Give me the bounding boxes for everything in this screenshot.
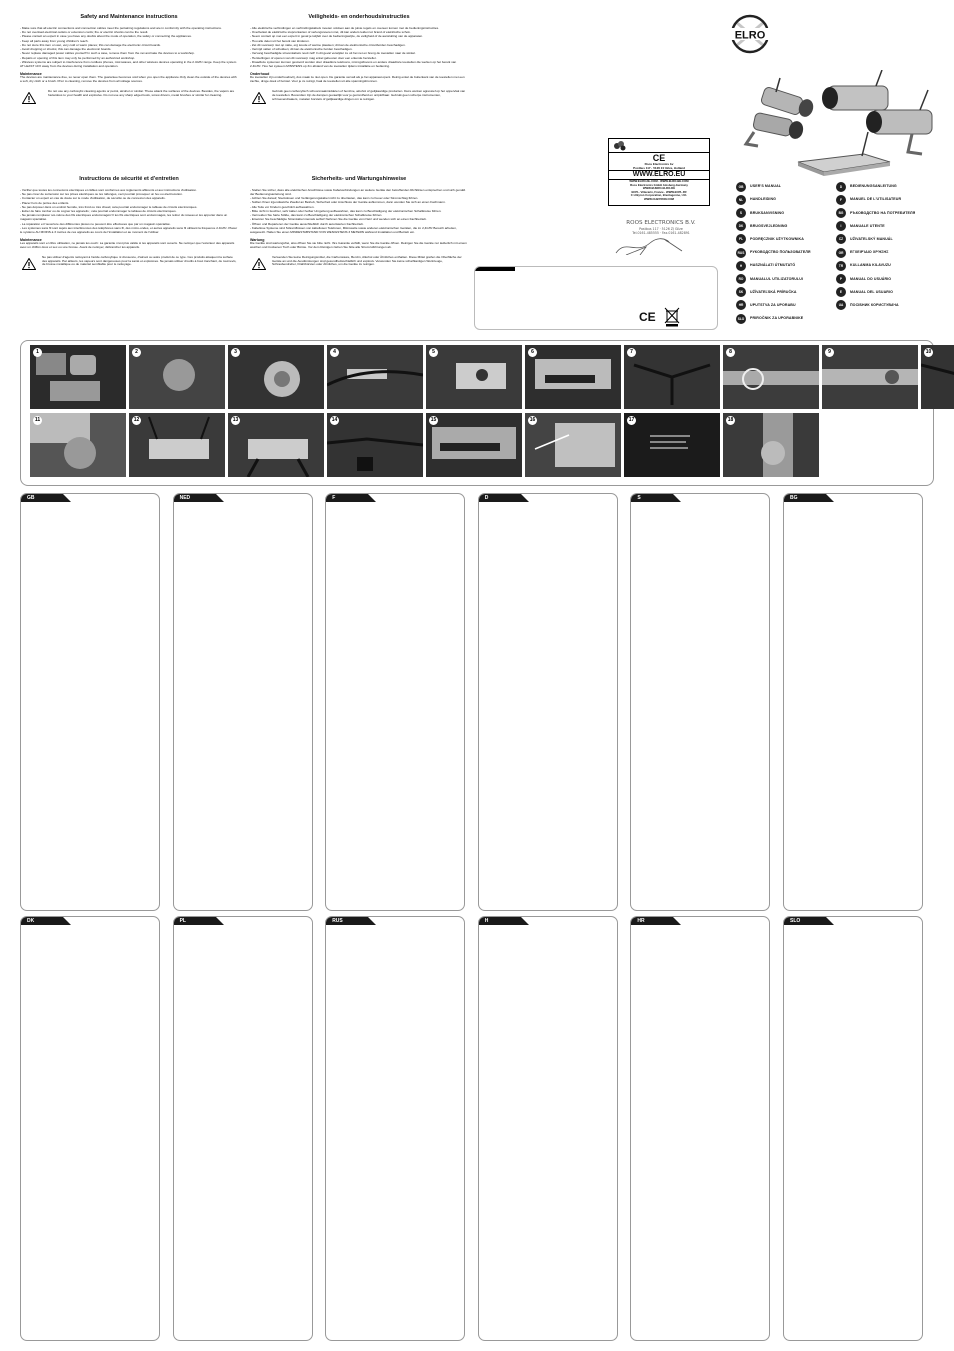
language-entry — [736, 274, 803, 283]
language-code: UA — [836, 300, 846, 310]
language-name: HANDLEIDING — [750, 197, 777, 202]
step-image — [426, 413, 522, 477]
warning-row-en — [20, 90, 238, 104]
step-photo — [723, 413, 819, 477]
manual-panel — [783, 916, 923, 1341]
safety-item: - Wireless systems are subject to interference from cordless phones, microwaves, and other wireless devices operating in the 2.4GHz range. Keep the system AT LEAST 10 ft away from the devices during installation and operation. — [20, 59, 237, 68]
safety-item: - Vermeiden Sie harte Stöße, das kann zu Beschädigung der elektronischen Schaltkreise führen. — [250, 213, 383, 218]
language-name: PODRĘCZNIK UŻYTKOWNIKA — [750, 237, 804, 242]
panel-language-tab: H — [479, 917, 521, 925]
language-code: H — [736, 261, 746, 271]
safety-item: - Herstellingen of openen van dit voorwerp mag enkel gebeuren door een erkende hersteller. — [250, 55, 377, 60]
step-number: 11 — [34, 417, 41, 424]
camera-image — [760, 78, 815, 119]
safety-title-nl: Veiligheids- en onderhoudsinstructies — [308, 14, 410, 20]
step-photo — [129, 413, 225, 477]
safety-item: - Hou alle delen uit het bereik van kinderen. — [250, 38, 310, 43]
step-image — [129, 413, 225, 477]
warning-triangle-icon — [22, 258, 36, 270]
safety-item: - Ne pas créer de surtension sur les prises électriques ou les rallonges, ceci pourrait provoquer un feu ou électrocution. — [20, 192, 183, 197]
safety-item: - Neem contact op met een expert in geval je twijfelt over de bedieningswijze, de veiligheid of de aansluiting van de apparaten. — [250, 34, 424, 39]
safety-item: - Bitte nicht in feuchter, sehr kalter oder heißer Umgebung aufbewahren, das kann zu Beschädigung der elektronischen Schaltkreise führen. — [250, 208, 442, 213]
language-name: UŽÍVATEĽSKÁ PRÍRUČKA — [750, 289, 797, 294]
language-entry — [736, 248, 811, 257]
website: WWW.ELRO.EU — [609, 170, 709, 180]
step-photo — [723, 345, 819, 409]
step-number: 17 — [628, 417, 635, 424]
language-code: GB — [736, 182, 746, 192]
safety-item: - Öffnen und Reparieren der Geräte ausschließlich durch autorisierten Fachbetrieb. — [250, 221, 364, 226]
logo-wordmark: ELRO — [734, 29, 766, 42]
roos-line-2: Tel.0161-485555 · Fax.0161-482891 — [632, 230, 690, 235]
language-entry — [836, 261, 891, 270]
step-image — [426, 345, 522, 409]
safety-item: - Vermijd vallen of schokken; dit kan de elektronische borden beschadigen. — [250, 47, 353, 52]
language-name: ΕΓΧΕΙΡΊΔΙΟ ΧΡΉΣΗΣ — [850, 250, 889, 255]
step-image — [30, 413, 126, 477]
manual-panel — [173, 493, 313, 911]
panel-language-tab: S — [631, 494, 673, 502]
manual-panel — [325, 916, 465, 1341]
weee-bin-icon — [664, 307, 680, 327]
language-name: BRUKSANVISNING — [750, 210, 785, 215]
language-entry — [836, 195, 901, 204]
step-number: 5 — [429, 348, 438, 357]
warning-row-de — [250, 256, 468, 270]
safety-item: - Stellen Sie sicher, dass alle elektrischen Anschlüsse sowie Kabelverbindungen an weitere Geräte den betreffenden Richtlinien entsprechen und sich gemäß der Bedienungsanleitung sind. — [250, 187, 466, 196]
website-urls: WWW.ELRO-NL.COM · WWW.ELRO-BE.COM — [629, 179, 689, 184]
safety-item: - Sollten Ihnen irgendwelche Zweifel an Betrieb, Sicherheit oder Anschluss der Geräte aufkommen, dann wenden Sie sich an einen Fachmann. — [250, 200, 446, 205]
language-code: PL — [736, 234, 746, 244]
ce-mark-icon: CE — [639, 309, 656, 324]
language-code: RO — [736, 274, 746, 284]
ce-mark: CE — [652, 153, 666, 163]
language-name: USER'S MANUAL — [750, 184, 782, 189]
language-entry — [836, 288, 893, 297]
step-number: 15 — [430, 417, 437, 424]
step-photo — [327, 413, 423, 477]
safety-item: - Vérifier que toutes les connexions électriques et câbles sont conformes aux règlements afférents et aux instructions d'utilisation. — [20, 187, 197, 192]
safety-item: - Achten Sie darauf, Steckdosen und Verlängerungskabel nicht zu überlasten, das kann zu Feuer oder Stromschlag führen. — [250, 196, 419, 201]
safety-list-de — [250, 189, 468, 235]
signature-image — [606, 235, 716, 255]
language-name: UPUTSTVA ZA UPORABU — [750, 303, 796, 308]
step-image — [822, 345, 918, 409]
safety-item: - Ersetzen Sie beschädigte Stromkabel niemals selbst! Nehmen Sie die Geräte vom Netz und wenden sich an einen Fachbetrieb. — [250, 217, 427, 222]
panel-language-tab: DK — [21, 917, 63, 925]
safety-instructions-nl — [250, 14, 468, 104]
language-code: D — [836, 182, 846, 192]
language-code: BG — [836, 208, 846, 218]
safety-item: - Overbelast de elektrische stopcontacten of verlengsnoeren niet, dit kan anders leiden tot brand of elektrische schok. — [250, 30, 411, 35]
compliance-box — [474, 266, 718, 330]
step-number: 2 — [132, 348, 141, 357]
language-name: HASZNÁLATI ÚTMUTATÓ — [750, 263, 796, 268]
camera-image — [822, 70, 888, 110]
company-name: Roos Electronics bv — [644, 162, 674, 166]
warning-text-nl: Gebruik geen carboxylisch schoonmaakmiddelen of benzine, alcohol of gelijkaardige producten. Deze werken agressief op het oppervlak van de toestellen. Bovendien zijn de dampen gevaarlijk voor je gezondheid en ontplofbaar. Gebruik geen scherpe instrumenten, schroevendraaiers, metalen borstels of gelijkaardige dingen om te reinigen. — [272, 88, 466, 101]
language-entry — [836, 222, 885, 231]
warning-text-de: Verwenden Sie keine Reinigungsmittel, die Carbonsäure, Benzin, Alkohol oder Ähnliches enthalten. Diese Mittel greifen die Oberfläche der Geräte an und die Ausdünstungen sind gesundheitsschädlich und explosiv. Verwenden Sie keine scharfkantigen Werkzeuge, Schraubendreher, Drahtbürsten oder Ähnliches, um die Geräte zu reinigen. — [272, 254, 462, 267]
step-photo — [921, 345, 954, 409]
step-photo — [228, 413, 324, 477]
roos-line-1: Postbus 117 · 5126 ZJ Gilze — [639, 226, 683, 231]
installation-steps — [20, 340, 934, 486]
language-code: E — [836, 287, 846, 297]
language-entry — [836, 301, 899, 310]
step-image — [327, 413, 423, 477]
manual-panel — [20, 916, 160, 1341]
de-url: WWW.BUERO-ELRO-DE — [642, 186, 676, 191]
safety-item: - Draadloze systemen kunnen gestoord worden door draadloze telefoons, microgolfovens en andere draadloze toestellen die werken op het bereik van 2.4GHz. Hou het systeem MINSTENS op 3m afstand van de toestellen tijdens installatie en bediening. — [250, 59, 457, 68]
warning-row-fr — [20, 256, 238, 270]
us-url: WWW.CHBYRON.COM — [644, 196, 674, 201]
safety-item: - Les systèmes sans fil sont sujets aux interférences des téléphones sans fil, des micro-ondes, et autres appareils sans fil utilisant la fréquence 2.4GHz. Placer le système AU MOINS à 3 mètres de ces appareils au cours de l'installation et au moment de l'utiliser. — [20, 225, 238, 234]
step-image — [624, 413, 720, 477]
step-photo — [525, 345, 621, 409]
safety-item: - Ne pas déposer dans un endroit humide, très froid ou très chaud, cela pourrait endommager le tableau de circuits électroniques. — [20, 204, 198, 209]
language-code: GR — [836, 248, 846, 258]
language-name: РЪКОВОДСТВО НА ПОТРЕБИТЕЛЯ — [850, 210, 916, 215]
card-header — [609, 139, 709, 153]
language-entry — [736, 208, 784, 217]
step-number: 4 — [330, 348, 339, 357]
safety-list-en — [20, 27, 238, 69]
roos-stamp — [606, 220, 716, 256]
step-number: 14 — [331, 417, 338, 424]
address-card — [608, 138, 710, 206]
safety-title-de: Sicherheits- und Wartungshinweise — [311, 176, 407, 182]
safety-item: - Please contact an expert in case you have any doubts about the mode of operation, the safety or connecting the appliances. — [20, 34, 192, 39]
step-image — [723, 345, 819, 409]
safety-list-fr — [20, 189, 238, 235]
safety-item: - Ne jamais remplacer soi-même des fils électriques endommagés! Il les fils électriques sont endommagés, les retirer du réseau et les apporter dans un magasin spécialisé. — [20, 213, 228, 222]
step-number: 18 — [727, 417, 734, 424]
language-entry — [836, 248, 888, 257]
step-photo — [129, 345, 225, 409]
language-code: RUS — [736, 248, 746, 258]
language-code: I — [836, 221, 846, 231]
step-number: 6 — [528, 348, 537, 357]
language-name: MANUAL DO USUÁRIO — [850, 276, 892, 281]
panel-language-tab: HR — [631, 917, 673, 925]
safety-title-en: Safety and Maintenance instructions — [80, 14, 178, 20]
panel-language-tab: SLO — [784, 917, 826, 925]
manual-panel — [478, 493, 618, 911]
panel-language-tab: RUS — [326, 917, 368, 925]
roos-name: ROOS ELECTRONICS B.V. — [626, 220, 696, 226]
safety-item: - Do not store this item on wet, very cold or warm places; this can damage the electronic circuit boards. — [20, 42, 161, 47]
company-address: Postbus 117 · 5126 ZJ Gilze, Holland — [633, 165, 685, 170]
manual-panel — [783, 493, 923, 911]
manual-panel — [478, 916, 618, 1341]
language-entry — [736, 235, 804, 244]
step-number: 1 — [33, 348, 42, 357]
flower-logo-icon — [613, 141, 627, 151]
step-image — [129, 345, 225, 409]
step-number: 8 — [726, 348, 735, 357]
warning-text-en: Do not use any carboxylic cleaning agents or petrol, alcohol or similar. These attack the surfaces of the devices. Besides, the vapors are hazardous to your health and explosive. Do not use any sharp edged tools, screw drivers, metal brushes or similar for cleaning. — [48, 88, 235, 97]
language-entry — [836, 235, 893, 244]
maintenance-title-de: Wartung — [250, 237, 265, 242]
language-code: DK — [736, 221, 746, 231]
step-number: 9 — [825, 348, 834, 357]
safety-item: - Placer hors de portée des enfants. — [20, 200, 70, 205]
step-photo — [30, 413, 126, 477]
safety-item: - Make sure that all electric connections and connection cables meet the pertaining regulations and are in conformity with the operating instructions. — [20, 25, 222, 30]
panel-language-tab: NED — [174, 494, 216, 502]
language-name: MANUEL DE L'UTILISATEUR — [850, 197, 902, 202]
warning-row-nl — [250, 90, 468, 104]
step-photo — [822, 345, 918, 409]
language-code: P — [836, 274, 846, 284]
step-number: 13 — [232, 417, 239, 424]
step-image — [723, 413, 819, 477]
camera-image — [746, 112, 805, 146]
language-entry — [736, 288, 797, 297]
step-image — [525, 413, 621, 477]
safety-item: - La réparation et l'ouverture des différentes pièces ne peuvent être effectuées que par un magasin spécialisé. — [20, 221, 171, 226]
safety-item: - Alle elektrische verbindingen en verbindingskabels moeten voldoen aan de juiste regels en overeen komen met de bedieningsinstructies. — [250, 25, 440, 30]
step-image — [228, 413, 324, 477]
step-image — [624, 345, 720, 409]
fr-address: ECPL. Villecarin, France · WWW.ECPL.FR — [631, 189, 687, 194]
step-photo — [30, 345, 126, 409]
language-code: F — [836, 195, 846, 205]
safety-item: - Kabellose Systeme sind Störeinflüssen von kabellosen Telefonen, Mikrowelle sowie anderen elektronischen Geräten, die im 2,4GHz Bereich arbeiten, ausgesetzt. Halten Sie einen MINDESTABSTAND VON WENIGSTENS 3 METERN während Installation und Betrieb ein. — [250, 225, 457, 234]
safety-instructions-de — [250, 176, 468, 270]
language-entry — [736, 314, 803, 323]
safety-item: - Repairs or opening of this item may only be performed by an authorized workshop. — [20, 55, 136, 60]
language-code: S — [736, 208, 746, 218]
safety-item: - Contacter un expert en cas de doute sur le mode d'utilisation, de sécurité ou de connexion des appareils. — [20, 196, 166, 201]
warning-triangle-icon — [252, 92, 266, 104]
language-code: SK — [736, 287, 746, 297]
panel-language-tab: PL — [174, 917, 216, 925]
language-entry — [836, 274, 891, 283]
step-photo — [426, 413, 522, 477]
step-photo — [228, 345, 324, 409]
safety-item: - Eviter de faire tomber ou de cogner les appareils ; cela pourrait endommager le tableau de circuits électroniques. — [20, 209, 177, 214]
language-entry — [836, 208, 915, 217]
language-entry — [836, 182, 897, 191]
language-entry — [736, 182, 781, 191]
language-code: CZ — [836, 234, 846, 244]
language-entry — [736, 222, 787, 231]
language-code: TR — [836, 261, 846, 271]
step-number: 16 — [529, 417, 536, 424]
maintenance-body-en: The devices are maintenance-free, so never open them. The guarantee becomes void when you open the appliance.Only clean the outside of the devices with a soft, dry cloth or a brush. Prior to cleaning, remove the devices from all voltage sources. — [20, 75, 237, 84]
panel-language-tab: GB — [21, 494, 63, 502]
black-bar — [475, 267, 515, 271]
language-code: HR — [736, 300, 746, 310]
manual-panel — [173, 916, 313, 1341]
safety-item: - Never replace damaged power cables yourself! In such a case, remove them from the net and take the devices to a workshop. — [20, 51, 195, 56]
language-name: BRUGSVEJLEDNING — [750, 223, 788, 228]
language-name: ПОСІБНИК КОРИСТУВАЧА — [850, 303, 899, 308]
step-photo — [426, 345, 522, 409]
panel-language-tab: F — [326, 494, 368, 502]
warning-triangle-icon — [252, 258, 266, 270]
step-photo — [624, 413, 720, 477]
safety-list-nl — [250, 27, 468, 69]
panel-language-tab: D — [479, 494, 521, 502]
maintenance-body-fr: Les appareils sont en libre utilisation, ne jamais les ouvrir. La garantie n'est plus valide si les appareils sont ouverts. Ne nettoyer que l'extérieur des appareils avec un chiffon doux et sec ou une brosse. Avant de nettoyer, débrancher les appareils. — [20, 241, 235, 249]
language-name: BEDIENUNGSANLEITUNG — [850, 184, 897, 189]
elro-logo — [726, 14, 774, 54]
safety-instructions-fr — [20, 176, 238, 270]
language-name: MANUALUL UTILIZATORULUI — [750, 276, 804, 281]
language-entry — [736, 261, 795, 270]
compliance-marks — [639, 307, 680, 327]
step-image — [30, 345, 126, 409]
step-photo — [525, 413, 621, 477]
step-number: 7 — [627, 348, 636, 357]
us-address: C H Byron Corporation, Brentagonne, U.K. — [630, 193, 688, 198]
safety-item: - Keep all parts away from young children's reach. — [20, 38, 89, 43]
step-number: 3 — [231, 348, 240, 357]
step-image — [525, 345, 621, 409]
safety-instructions-en — [20, 14, 238, 104]
maintenance-body-de: Die Geräte sind wartungsfrei, also öffnen Sie sie bitte nicht. Ihre Garantie verfällt, wenn Sie die Geräte öffnen. Reinigen Sie die Geräte nur äußerlich mit einem weichen und trockenen Tuch oder Bürste. Vor dem Reinigen ziehen Sie bitte alle Stromzuführungen ab. — [250, 241, 467, 249]
language-name: MANUAL DEL USUARIO — [850, 289, 893, 294]
step-photo — [327, 345, 423, 409]
manual-panel — [20, 493, 160, 911]
receiver-image — [798, 132, 890, 176]
safety-item: - Alle Teile vor Kindern geschützt aufbewahren. — [250, 204, 315, 209]
safety-title-fr: Instructions de sécurité et d'entretien — [79, 176, 179, 182]
language-entry — [736, 195, 776, 204]
safety-item: - Do not overload electrical outlets or extension cords; fire or electric shocks can be the result. — [20, 30, 149, 35]
safety-item: - Vervang beschadigde stroomkabels nooit zelf! In dit geval verwijder ze uit het net en breng de toestellen naar de winkel. — [250, 51, 416, 56]
maintenance-body-nl: De toestellen zijn onderhoudsvrij, dus maak ze niet open. De garantie vervalt als je het apparaat opent. Reinig enkel de buitenkant van de toestellen met een zachte, droge doek of borstel. Voor je ze reinigt, haal de toestellen uit alle spanningsbronnen. — [250, 75, 465, 84]
step-image — [327, 345, 423, 409]
language-name: KULLANMA KILAVUZU — [850, 263, 891, 268]
step-number: 10 — [925, 349, 932, 356]
language-name: PRIROČNIK ZA UPORABNIKE — [750, 316, 804, 321]
step-photo — [624, 345, 720, 409]
language-entry — [736, 301, 796, 310]
warning-text-fr: Ne pas utiliser d'agents nettoyant à l'acide carboxylique ni d'essence, d'alcool ou autre produit de ce type. Ces produits attaquent la surface des appareils. Par ailleurs, les vapeurs sont dangereuses pour la santé et explosives. Ne jamais utiliser d'outils à bout tranchant, de tournevis, de brosse métallique ou de matériel semblable pour le nettoyage. — [42, 254, 237, 267]
language-name: UŽIVATELSKÝ MANUÁL — [850, 237, 893, 242]
warning-triangle-icon — [22, 92, 36, 104]
manual-panel — [325, 493, 465, 911]
manual-panel — [630, 493, 770, 911]
language-code: SLO — [736, 314, 746, 324]
language-name: MANUALE UTENTE — [850, 223, 885, 228]
language-name: РУКОВОДСТВО ПОЛЬЗОВАТЕЛЯ — [750, 250, 811, 255]
product-photo — [736, 70, 936, 180]
language-code: NL — [736, 195, 746, 205]
maintenance-title-nl: Onderhoud — [250, 71, 270, 76]
safety-item: - Avoid dropping or shocks; this can damage the electronic boards. — [20, 47, 112, 52]
step-image — [228, 345, 324, 409]
maintenance-title-en: Maintenance — [20, 71, 42, 76]
safety-item: - Zet dit voorwerp niet op natte, erg koude of warme plaatsen; dit kan de elektronische circuitborden beschadigen. — [250, 42, 406, 47]
panel-language-tab: BG — [784, 494, 826, 502]
manual-panel — [630, 916, 770, 1341]
step-number: 12 — [133, 417, 140, 424]
de-address: Roos Electronics GmbH Amsberg-Germany — [630, 182, 688, 187]
maintenance-title-fr: Maintenance — [20, 237, 42, 242]
